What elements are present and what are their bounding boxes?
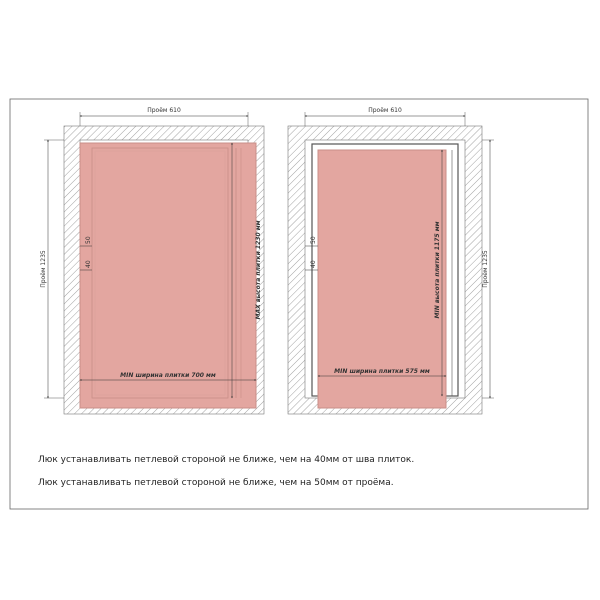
installation-note-2: Люк устанавливать петлевой стороной не ближе, чем на 50мм от проёма. <box>38 478 394 488</box>
left-height-label: Проём 1235 <box>40 250 47 288</box>
right-offset-40: 40 <box>310 260 317 268</box>
left-offset-40: 40 <box>85 260 92 268</box>
left-drawing <box>40 107 264 414</box>
right-opening-label: Проём 610 <box>368 107 402 114</box>
right-height-label: Проём 1235 <box>482 250 489 288</box>
left-width-label: MIN ширина плитки 700 мм <box>120 372 216 379</box>
right-offset-50: 50 <box>310 236 317 244</box>
left-tile <box>80 143 256 408</box>
right-drawing <box>288 107 494 414</box>
left-offset-50: 50 <box>85 236 92 244</box>
left-vertical-label: MAX высота плитки 1230 мм <box>255 220 262 320</box>
right-width-label: MIN ширина плитки 575 мм <box>334 368 430 375</box>
right-vertical-label: MIN высота плитки 1175 мм <box>434 221 441 319</box>
installation-note-1: Люк устанавливать петлевой стороной не ближе, чем на 40мм от шва плиток. <box>38 455 415 465</box>
left-opening-label: Проём 610 <box>147 107 181 114</box>
